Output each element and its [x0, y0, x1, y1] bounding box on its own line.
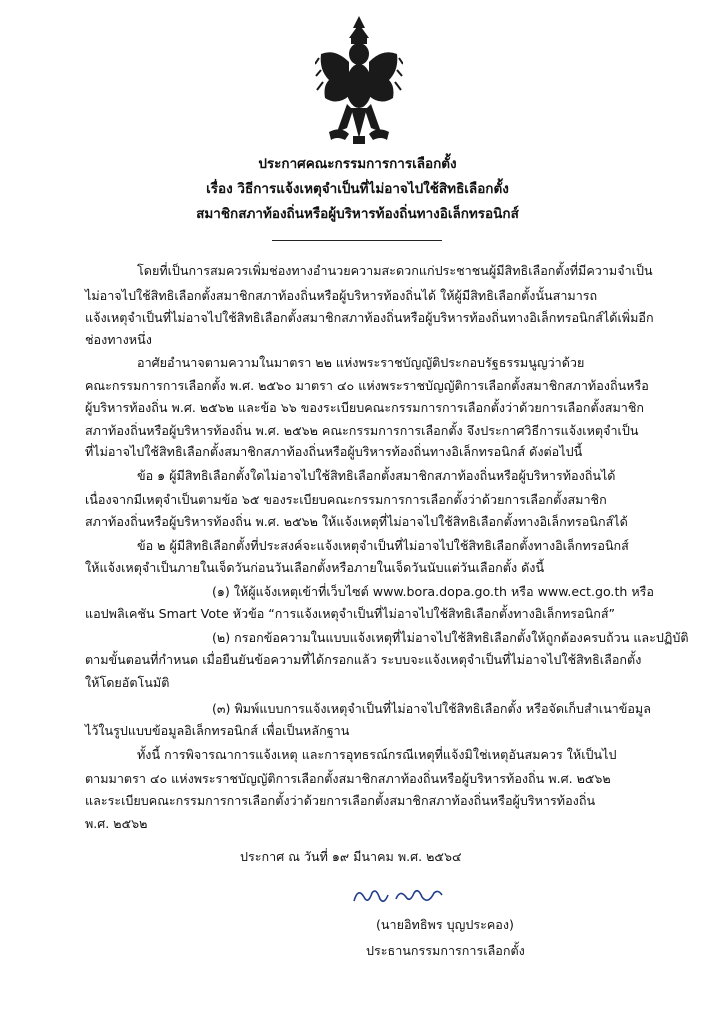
body-line: (๓) พิมพ์แบบการแจ้งเหตุจำเป็นที่ไม่อาจไปใช้สิทธิเลือกตั้ง หรือจัดเก็บสำเนาข้อมูล: [212, 701, 651, 716]
signer-name: (นายอิทธิพร บุญประคอง): [376, 917, 514, 932]
body-line: และระเบียบคณะกรรมการการเลือกตั้งว่าด้วยการเลือกตั้งสมาชิกสภาท้องถิ่นหรือผู้บริหารท้องถิ่น: [85, 793, 596, 808]
body-line: ไม่อาจไปใช้สิทธิเลือกตั้งสมาชิกสภาท้องถิ่นหรือผู้บริหารท้องถิ่นได้ ให้ผู้มีสิทธิเลือกตั้งนั้นสามารถ: [85, 288, 598, 303]
body-line: คณะกรรมการการเลือกตั้ง พ.ศ. ๒๕๖๐ มาตรา ๔๐ แห่งพระราชบัญญัติการเลือกตั้งสมาชิกสภาท้องถิ่นหรือ: [85, 378, 649, 393]
announcement-header: [0, 152, 715, 227]
body-line: ช่องทางหนึ่ง: [85, 332, 152, 347]
body-line: (๑) ให้ผู้แจ้งเหตุเข้าที่เว็บไซต์ www.bora.dopa.go.th หรือ www.ect.go.th หรือ: [212, 584, 654, 599]
announcement-title: ประกาศคณะกรรมการการเลือกตั้ง: [258, 156, 457, 172]
handwritten-signature-icon: [350, 883, 446, 909]
body-line: ให้โดยอัตโนมัติ: [85, 675, 170, 690]
body-line: สภาท้องถิ่นหรือผู้บริหารท้องถิ่น พ.ศ. ๒๕๖๒ คณะกรรมการการเลือกตั้ง จึงประกาศวิธีการแจ้งเหตุจำเป็น: [85, 423, 639, 438]
body-line: ตามขั้นตอนที่กำหนด เมื่อยืนยันข้อความที่ได้กรอกแล้ว ระบบจะแจ้งเหตุจำเป็นที่ไม่อาจไปใช้สิทธิเลือกตั้ง: [85, 652, 642, 667]
announcement-subject: เรื่อง วิธีการแจ้งเหตุจำเป็นที่ไม่อาจไปใช้สิทธิเลือกตั้ง: [206, 181, 509, 197]
body-line: สภาท้องถิ่นหรือผู้บริหารท้องถิ่น พ.ศ. ๒๕๖๒ ให้แจ้งเหตุที่ไม่อาจไปใช้สิทธิเลือกตั้งทางอิเล็กทรอนิกส์ได้: [85, 514, 628, 529]
signer-title: ประธานกรรมการการเลือกตั้ง: [366, 943, 525, 958]
body-line: ข้อ ๒ ผู้มีสิทธิเลือกตั้งที่ประสงค์จะแจ้งเหตุจำเป็นที่ไม่อาจไปใช้สิทธิเลือกตั้งทางอิเล็กทรอนิกส์: [137, 538, 629, 553]
body-line: ทั้งนี้ การพิจารณาการแจ้งเหตุ และการอุทธรณ์กรณีเหตุที่แจ้งมิใช่เหตุอันสมควร ให้เป็นไป: [137, 747, 617, 762]
garuda-emblem-icon: [315, 14, 403, 148]
body-line: ให้แจ้งเหตุจำเป็นภายในเจ็ดวันก่อนวันเลือกตั้งหรือภายในเจ็ดวันนับแต่วันเลือกตั้ง ดังนี้: [85, 560, 545, 575]
body-line: โดยที่เป็นการสมควรเพิ่มช่องทางอำนวยความสะดวกแก่ประชาชนผู้มีสิทธิเลือกตั้งที่มีความจำเป็น: [137, 263, 653, 278]
body-line: ผู้บริหารท้องถิ่น พ.ศ. ๒๕๖๒ และข้อ ๖๖ ของระเบียบคณะกรรมการการเลือกตั้งว่าด้วยการเลือกตั้งสมาชิก: [85, 400, 645, 415]
body-line: (๒) กรอกข้อความในแบบแจ้งเหตุที่ไม่อาจไปใช้สิทธิเลือกตั้งให้ถูกต้องครบถ้วน และปฏิบัติ: [212, 630, 689, 645]
header-divider: [272, 240, 442, 241]
body-line: พ.ศ. ๒๕๖๒: [85, 816, 148, 831]
body-line: แอปพลิเคชัน Smart Vote หัวข้อ “การแจ้งเหตุจำเป็นที่ไม่อาจไปใช้สิทธิเลือกตั้งทางอิเล็กทรอนิกส์”: [85, 606, 616, 621]
body-line: เนื่องจากมีเหตุจำเป็นตามข้อ ๖๕ ของระเบียบคณะกรรมการการเลือกตั้งว่าด้วยการเลือกตั้งสมาชิก: [85, 492, 607, 507]
body-line: ตามมาตรา ๔๐ แห่งพระราชบัญญัติการเลือกตั้งสมาชิกสภาท้องถิ่นหรือผู้บริหารท้องถิ่น พ.ศ. ๒๕๖๒: [85, 771, 611, 786]
body-line: ข้อ ๑ ผู้มีสิทธิเลือกตั้งใดไม่อาจไปใช้สิทธิเลือกตั้งสมาชิกสภาท้องถิ่นหรือผู้บริหารท้องถิ่นได้: [137, 468, 616, 483]
announcement-date: ประกาศ ณ วันที่ ๑๙ มีนาคม พ.ศ. ๒๕๖๔: [240, 849, 462, 864]
body-line: อาศัยอำนาจตามความในมาตรา ๒๒ แห่งพระราชบัญญัติประกอบรัฐธรรมนูญว่าด้วย: [137, 355, 585, 370]
body-line: ไว้ในรูปแบบข้อมูลอิเล็กทรอนิกส์ เพื่อเป็นหลักฐาน: [85, 723, 350, 738]
body-line: ที่ไม่อาจไปใช้สิทธิเลือกตั้งสมาชิกสภาท้องถิ่นหรือผู้บริหารท้องถิ่นทางอิเล็กทรอนิกส์ ดังต่อไปนี้: [85, 444, 583, 459]
body-line: แจ้งเหตุจำเป็นที่ไม่อาจไปใช้สิทธิเลือกตั้งสมาชิกสภาท้องถิ่นหรือผู้บริหารท้องถิ่นทางอิเล็กทรอนิกส์ได้เพิ่มอีก: [85, 310, 654, 325]
announcement-subject-continued: สมาชิกสภาท้องถิ่นหรือผู้บริหารท้องถิ่นทางอิเล็กทรอนิกส์: [196, 206, 519, 222]
